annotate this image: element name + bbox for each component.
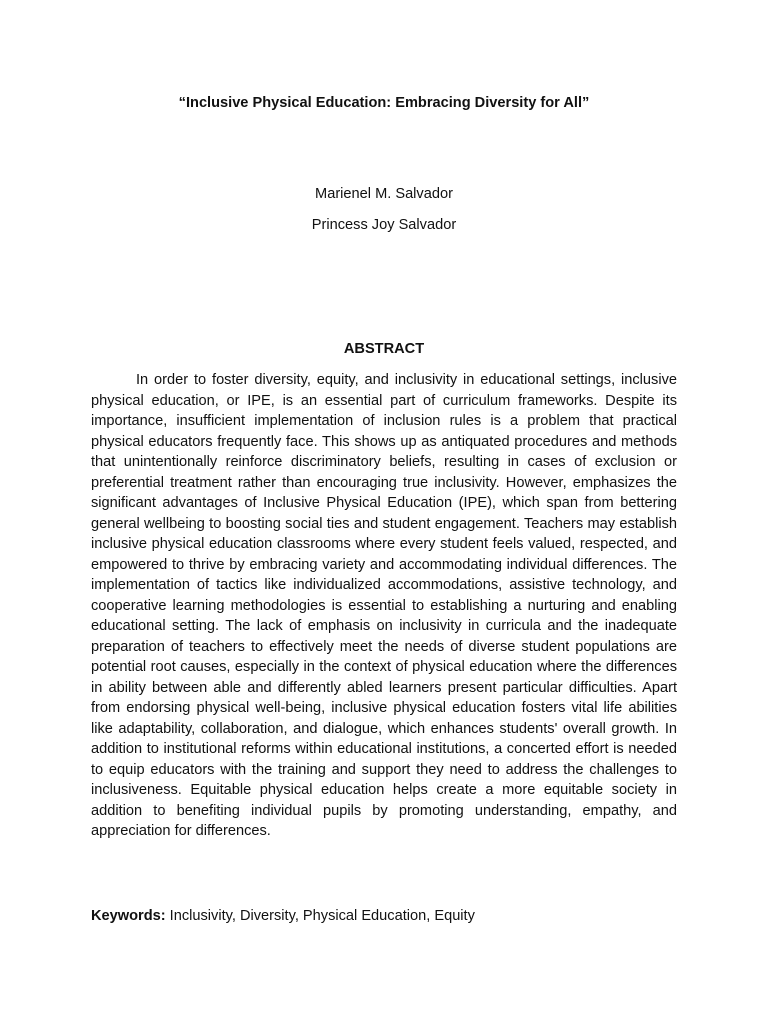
abstract-heading: ABSTRACT	[343, 341, 425, 357]
paper-title: “Inclusive Physical Education: Embracing Diversity for All”	[178, 95, 590, 111]
keywords-label: Keywords:	[91, 908, 166, 924]
keywords-line	[91, 906, 677, 926]
abstract-body: In order to foster diversity, equity, and inclusivity in educational settings, inclusive physical education, or IPE, is an essential part of curriculum frameworks. Despite its importance, insufficient implementation of inclusion rules is a problem that practical physical educators frequently face. This shows up as antiquated procedures and methods that unintentionally reinforce discriminatory beliefs, resulting in cases of exclusion or preferential treatment rather than encouraging true inclusivity. However, emphasizes the significant advantages of Inclusive Physical Education (IPE), which span from bettering general wellbeing to boosting social ties and student engagement. Teachers may establish inclusive physical education classrooms where every student feels valued, respected, and empowered to thrive by embracing variety and accommodating individual differences. The implementation of tactics like individualized accommodations, assistive technology, and cooperative learning methodologies is essential to establishing a nurturing and enabling educational setting. The lack of emphasis on inclusivity in curricula and the inadequate preparation of teachers to effectively meet the needs of diverse student populations are potential root causes, especially in the context of physical education where the differences in ability between able and differently abled learners present particular difficulties. Apart from endorsing physical well-being, inclusive physical education fosters vital life abilities like adaptability, collaboration, and dialogue, which enhances students' overall growth. In addition to institutional reforms within educational institutions, a concerted effort is needed to equip educators with the training and support they need to address the challenges to inclusiveness. Equitable physical education helps create a more equitable society in addition to benefiting individual pupils by promoting understanding, empathy, and appreciation for differences.	[91, 372, 677, 839]
keywords-text: Inclusivity, Diversity, Physical Education, Equity	[169, 908, 475, 924]
author-name: Princess Joy Salvador	[311, 217, 457, 233]
author-name: Marienel M. Salvador	[315, 186, 453, 202]
author-list	[0, 184, 768, 246]
